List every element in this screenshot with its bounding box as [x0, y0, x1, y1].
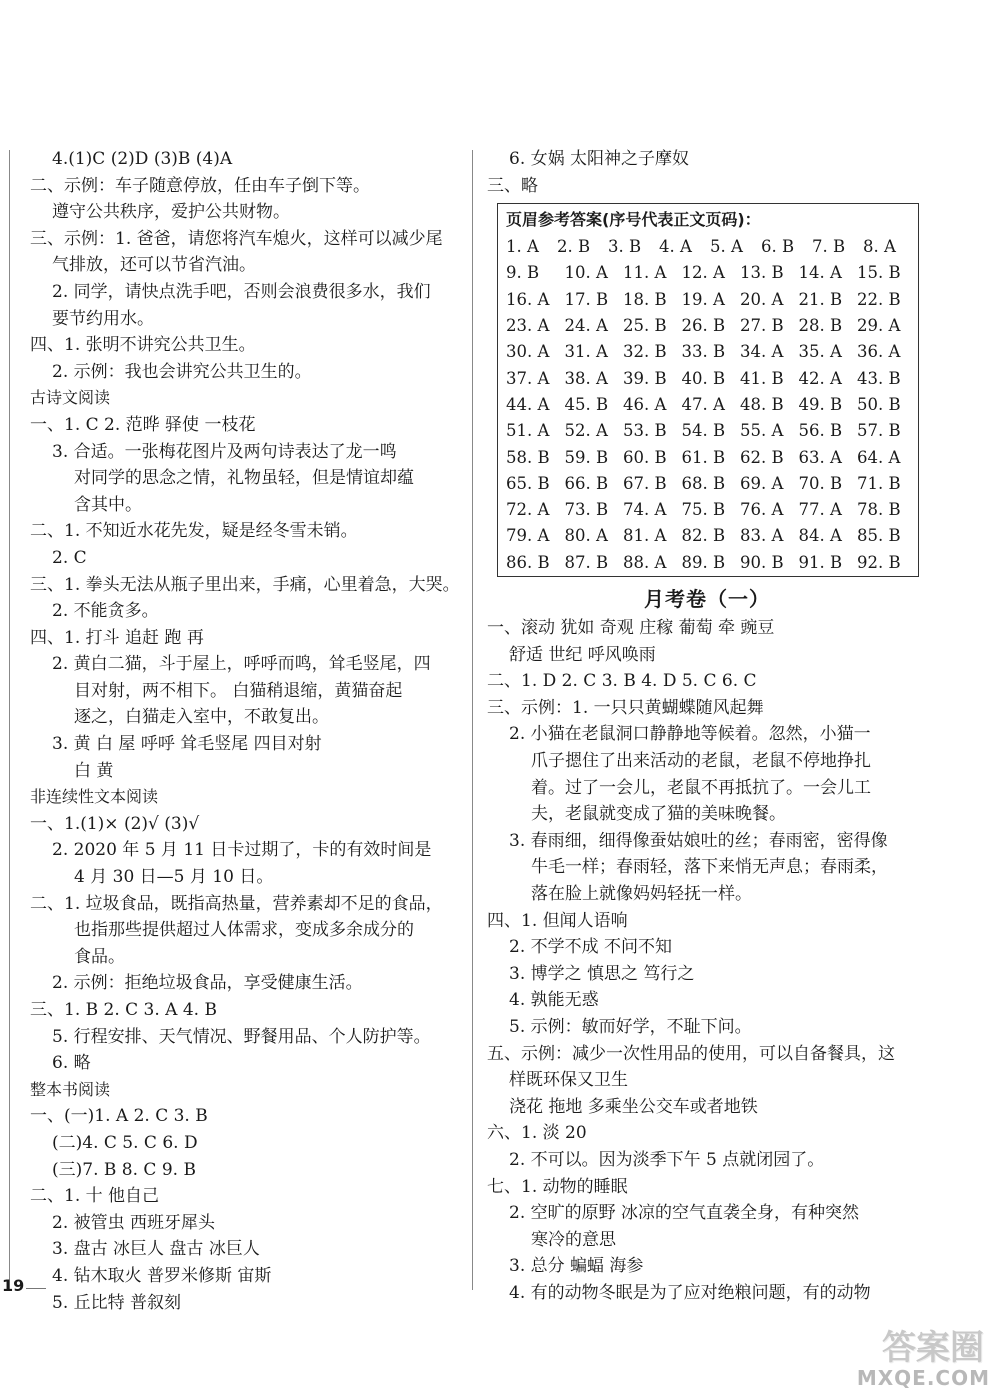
answer-line: 三、1. B 2. C 3. A 4. B [30, 1000, 217, 1020]
answer-cell: 31. A [564, 342, 608, 362]
answer-cell: 69. A [740, 473, 784, 493]
answer-line: 二、1. 垃圾食品，既指高热量，营养素却不足的食品， [30, 893, 443, 914]
answer-cell: 3. B [608, 237, 642, 257]
answer-cell: 52. A [564, 421, 608, 441]
answer-line: 5. 示例：敏而好学，不耻下问。 [509, 1016, 752, 1037]
answer-line: 3. 盘古 冰巨人 盘古 冰巨人 [52, 1239, 260, 1260]
section-heading: 整本书阅读 [30, 1079, 111, 1099]
answer-cell: 4. A [659, 237, 692, 257]
column-divider [472, 150, 473, 1290]
answer-grid [498, 234, 918, 576]
answer-line: 二、1. 不知近水花先发，疑是经冬雪未销。 [30, 521, 358, 542]
answer-cell: 28. B [798, 316, 843, 336]
answer-row [498, 339, 918, 365]
answer-line: 2. 空旷的原野 冰凉的空气直袭全身，有种突然 [509, 1203, 860, 1224]
answer-cell: 53. B [623, 421, 667, 441]
answer-line: 2. 不可以。因为淡季下午 5 点就闭园了。 [509, 1149, 825, 1170]
answer-line: (二)4. C 5. C 6. D [52, 1132, 198, 1153]
answer-cell: 91. B [798, 552, 843, 572]
answer-cell: 80. A [564, 526, 608, 546]
answer-line: 4. 孰能无惑 [509, 990, 599, 1011]
watermark-site: MXQE.COM [856, 1366, 990, 1390]
answer-line: 三、示例：1. 一只只黄蝴蝶随风起舞 [487, 697, 764, 718]
answer-cell: 71. B [857, 473, 901, 493]
answer-cell: 27. B [740, 316, 784, 336]
answer-cell: 5. A [710, 237, 743, 257]
answer-cell: 65. B [506, 473, 550, 493]
answer-line: 二、示例：车子随意停放，任由车子倒下等。 [30, 175, 370, 196]
answer-cell: 30. A [506, 342, 550, 362]
answer-line: 3. 黄 白 屋 呼呼 耸毛竖尾 四目对射 [52, 734, 322, 755]
answer-row [498, 471, 918, 497]
answer-line: 3. 春雨细，细得像蚕姑娘吐的丝；春雨密，密得像 [509, 830, 888, 851]
answer-cell: 15. B [857, 263, 901, 283]
answer-line: 3. 博学之 慎思之 笃行之 [509, 963, 695, 984]
answer-cell: 8. A [863, 237, 896, 257]
answer-line: 三、略 [487, 175, 538, 196]
answer-line: 2. C [52, 547, 87, 568]
answer-cell: 59. B [564, 447, 609, 467]
answer-cell: 76. A [740, 500, 784, 520]
answer-cell: 54. B [681, 421, 726, 441]
answer-cell: 43. B [857, 368, 901, 388]
answer-cell: 2. B [557, 237, 591, 257]
answer-line: 一、1. C 2. 范晔 驿使 一枝花 [30, 414, 256, 435]
answer-line: 6. 略 [52, 1053, 91, 1074]
answer-line: 也指那些提供超过人体需求，变成多余成分的 [74, 920, 414, 941]
answer-line: 食品。 [74, 946, 125, 967]
answer-cell: 26. B [681, 316, 726, 336]
answer-line: 对同学的思念之情，礼物虽轻，但是情谊却蕴 [74, 468, 414, 489]
answer-row [498, 287, 918, 313]
answer-cell: 70. B [798, 473, 843, 493]
answer-cell: 38. A [564, 368, 608, 388]
answer-cell: 23. A [506, 316, 550, 336]
answer-cell: 40. B [681, 368, 726, 388]
answer-line: 浇花 拖地 多乘坐公交车或者地铁 [509, 1096, 758, 1117]
answer-cell: 44. A [506, 394, 550, 414]
answer-row [498, 418, 918, 444]
answer-line: 二、1. D 2. C 3. B 4. D 5. C 6. C [487, 671, 757, 692]
answer-line: 2. 示例：拒绝垃圾食品，享受健康生活。 [52, 973, 363, 994]
answer-line: 白 黄 [74, 760, 114, 781]
answer-line: 2. 同学，请快点洗手吧，否则会浪费很多水，我们 [52, 281, 431, 302]
answer-cell: 24. A [564, 316, 608, 336]
answer-cell: 88. A [623, 552, 667, 572]
answer-line: 5. 丘比特 普叙刻 [52, 1292, 182, 1313]
answer-cell: 45. B [564, 394, 609, 414]
right-top-answers [487, 146, 927, 199]
answer-cell: 84. A [798, 526, 842, 546]
answer-line: 2. 被管虫 西班牙犀头 [52, 1212, 216, 1233]
answer-cell: 10. A [564, 263, 608, 283]
answer-line: 一、滚动 犹如 奇观 庄稼 葡萄 牵 豌豆 [487, 618, 775, 639]
answer-cell: 33. B [681, 342, 726, 362]
answer-cell: 39. B [623, 368, 667, 388]
answer-line: 4. 有的动物冬眠是为了应对绝粮问题，有的动物 [509, 1282, 871, 1303]
left-column [30, 146, 460, 1316]
answer-line: 4. 钻木取火 普罗米修斯 宙斯 [52, 1265, 272, 1286]
answer-cell: 29. A [857, 316, 901, 336]
answer-cell: 22. B [857, 289, 901, 309]
answer-line: 寒冷的意思 [531, 1229, 616, 1250]
answer-cell: 56. B [798, 421, 843, 441]
answer-line: 2. 不学不成 不问不知 [509, 937, 673, 958]
answer-cell: 55. A [740, 421, 784, 441]
answer-cell: 19. A [681, 289, 725, 309]
answer-cell: 68. B [681, 473, 726, 493]
answer-line: 3. 合适。一张梅花图片及两句诗表达了龙一鸣 [52, 441, 397, 462]
answer-cell: 66. B [564, 473, 609, 493]
answer-cell: 78. B [857, 500, 901, 520]
answer-row [498, 523, 918, 549]
right-column [487, 146, 927, 1306]
answer-row [498, 392, 918, 418]
answer-cell: 50. B [857, 394, 901, 414]
answer-line: 着。过了一会儿，老鼠不再抵抗了。一会儿工 [531, 777, 871, 798]
answer-cell: 74. A [623, 500, 667, 520]
answer-line: 四、1. 张明不讲究公共卫生。 [30, 335, 256, 356]
answer-cell: 7. B [812, 237, 846, 257]
answer-cell: 67. B [623, 473, 667, 493]
answer-cell: 85. B [857, 526, 901, 546]
answer-line: 落在脸上就像妈妈轻抚一样。 [531, 883, 752, 904]
answer-cell: 18. B [623, 289, 667, 309]
answer-cell: 25. B [623, 316, 667, 336]
answer-line: 三、1. 拳头无法从瓶子里出来，手痛，心里着急，大哭。 [30, 574, 460, 595]
page-number-rule [26, 1288, 46, 1289]
answer-line: 2. 2020 年 5 月 11 日卡过期了，卡的有效时间是 [52, 840, 432, 861]
answer-cell: 12. A [681, 263, 725, 283]
answer-cell: 75. B [681, 500, 726, 520]
answer-line: 5. 行程安排、天气情况、野餐用品、个人防护等。 [52, 1026, 431, 1047]
answer-cell: 82. B [681, 526, 726, 546]
answer-cell: 13. B [740, 263, 784, 283]
answer-line: 目对射，两不相下。 白猫稍退缩，黄猫奋起 [74, 680, 403, 701]
answer-row [498, 497, 918, 523]
answer-cell: 6. B [761, 237, 795, 257]
answer-cell: 42. A [798, 368, 842, 388]
answer-line: 2. 小猫在老鼠洞口静静地等候着。忽然，小猫一 [509, 724, 871, 745]
answer-cell: 16. A [506, 289, 550, 309]
header-answer-box [497, 203, 919, 577]
answer-cell: 20. A [740, 289, 784, 309]
answer-cell: 49. B [798, 394, 843, 414]
answer-cell: 14. A [798, 263, 842, 283]
answer-cell: 35. A [798, 342, 842, 362]
answer-line: (三)7. B 8. C 9. B [52, 1159, 196, 1180]
answer-cell: 64. A [857, 447, 901, 467]
answer-line: 一、(一)1. A 2. C 3. B [30, 1106, 208, 1127]
answer-line: 爪子摁住了出来活动的老鼠，老鼠不停地挣扎 [531, 751, 871, 772]
answer-cell: 72. A [506, 500, 550, 520]
section-heading: 非连续性文本阅读 [30, 787, 159, 807]
answer-cell: 34. A [740, 342, 784, 362]
answer-cell: 92. B [857, 552, 901, 572]
answer-cell: 77. A [798, 500, 842, 520]
answer-cell: 79. A [506, 526, 550, 546]
answer-cell: 51. A [506, 421, 550, 441]
watermark-logo: 答案圈 [882, 1328, 984, 1368]
answer-cell: 87. B [564, 552, 609, 572]
answer-row [498, 550, 918, 576]
page-number: 19 [2, 1276, 25, 1295]
watermark [794, 1320, 994, 1392]
answer-line: 二、1. 十 他自己 [30, 1186, 160, 1207]
answer-cell: 81. A [623, 526, 667, 546]
answer-line: 遵守公共秩序，爱护公共财物。 [52, 202, 290, 223]
answer-cell: 37. A [506, 368, 550, 388]
answer-line: 六、1. 淡 20 [487, 1123, 587, 1144]
section-heading: 古诗文阅读 [30, 388, 111, 408]
answer-line: 夫，老鼠就变成了猫的美味晚餐。 [531, 804, 786, 825]
answer-cell: 48. B [740, 394, 784, 414]
answer-row [498, 260, 918, 286]
answer-cell: 47. A [681, 394, 725, 414]
answer-row [498, 445, 918, 471]
answer-cell: 73. B [564, 500, 609, 520]
answer-line: 气排放，还可以节省汽油。 [52, 255, 256, 276]
answer-cell: 9. B [506, 263, 540, 283]
answer-box-title: 页眉参考答案(序号代表正文页码)： [506, 210, 761, 230]
answer-line: 4 月 30 日—5 月 10 日。 [74, 867, 274, 888]
answer-row [498, 234, 918, 260]
answer-cell: 46. A [623, 394, 667, 414]
answer-cell: 86. B [506, 552, 550, 572]
answer-line: 牛毛一样；春雨轻，落下来悄无声息；春雨柔， [531, 857, 888, 878]
exam-title: 月考卷（一） [644, 587, 770, 612]
answer-line: 四、1. 打斗 追赶 跑 再 [30, 627, 204, 648]
answer-cell: 90. B [740, 552, 784, 572]
answer-cell: 63. A [798, 447, 842, 467]
answer-line: 样既环保又卫生 [509, 1070, 628, 1091]
answer-cell: 83. A [740, 526, 784, 546]
answer-cell: 36. A [857, 342, 901, 362]
answer-line: 2. 黄白二猫，斗于屋上，呼呼而鸣，耸毛竖尾，四 [52, 654, 431, 675]
left-margin-rule [9, 150, 10, 1290]
answer-cell: 61. B [681, 447, 726, 467]
answer-line: 四、1. 但闻人语响 [487, 910, 628, 931]
answer-row [498, 366, 918, 392]
answer-line: 舒适 世纪 呼风唤雨 [509, 644, 656, 665]
answer-cell: 62. B [740, 447, 784, 467]
answer-line: 含其中。 [74, 494, 142, 515]
answer-line: 3. 总分 蝙蝠 海参 [509, 1256, 644, 1277]
answer-cell: 60. B [623, 447, 667, 467]
answer-cell: 32. B [623, 342, 667, 362]
answer-cell: 17. B [564, 289, 609, 309]
answer-line: 4.(1)C (2)D (3)B (4)A [52, 149, 233, 169]
answer-cell: 41. B [740, 368, 784, 388]
answer-line: 2. 不能贪多。 [52, 601, 159, 622]
answer-line: 要节约用水。 [52, 308, 154, 329]
answer-cell: 1. A [506, 237, 539, 257]
answer-cell: 57. B [857, 421, 901, 441]
answer-line: 6. 女娲 太阳神之子摩奴 [509, 149, 690, 169]
answer-cell: 11. A [623, 263, 667, 283]
answer-line: 七、1. 动物的睡眠 [487, 1176, 628, 1197]
answer-row [498, 313, 918, 339]
answer-line: 五、示例：减少一次性用品的使用，可以自备餐具，这 [487, 1043, 895, 1064]
answer-line: 逐之，白猫走入室中，不敢复出。 [74, 707, 329, 728]
answer-cell: 58. B [506, 447, 550, 467]
monthly-exam-answers [487, 615, 927, 1306]
answer-line: 三、示例：1. 爸爸，请您将汽车熄火，这样可以减少尾 [30, 228, 443, 249]
answer-line: 2. 示例：我也会讲究公共卫生的。 [52, 361, 312, 382]
answer-cell: 21. B [798, 289, 843, 309]
answer-cell: 89. B [681, 552, 726, 572]
answer-line: 一、1.(1)× (2)√ (3)√ [30, 813, 200, 834]
